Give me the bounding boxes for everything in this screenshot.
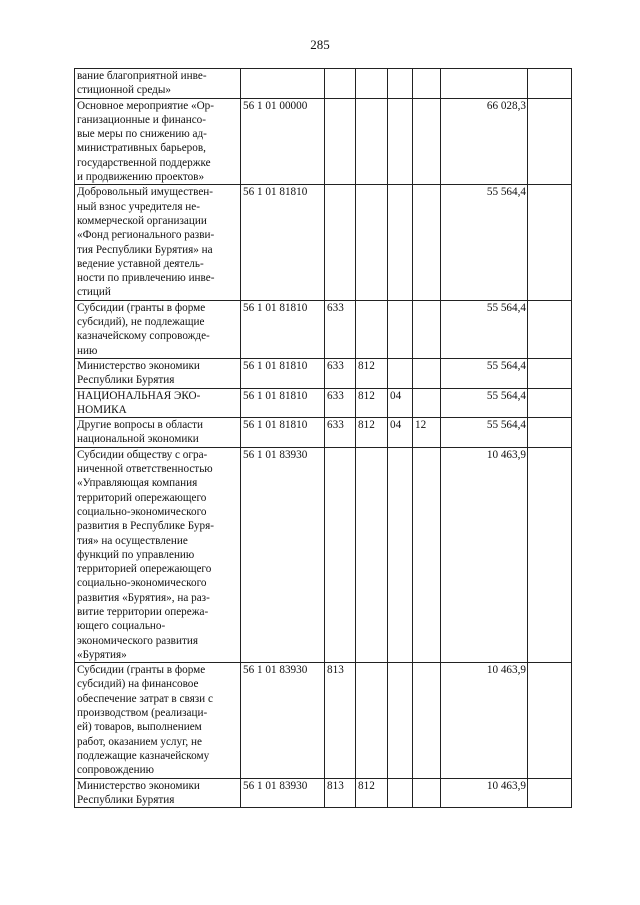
cell-amount	[441, 69, 528, 99]
cell-section	[388, 358, 413, 388]
cell-name: Министерство экономики Республики Бурятия	[75, 358, 241, 388]
cell-section: 04	[388, 388, 413, 418]
cell-extra	[528, 358, 572, 388]
cell-extra	[528, 388, 572, 418]
cell-subsection	[413, 300, 441, 358]
cell-section	[388, 185, 413, 300]
cell-ministry-code	[356, 663, 388, 778]
cell-extra	[528, 447, 572, 662]
cell-section	[388, 300, 413, 358]
cell-ministry-code	[356, 300, 388, 358]
cell-name: Субсидии (гранты в форме субсидий), не подлежащие казначейскому сопровожде- нию	[75, 300, 241, 358]
cell-expense-type: 813	[325, 663, 356, 778]
cell-section	[388, 447, 413, 662]
cell-amount: 10 463,9	[441, 447, 528, 662]
cell-expense-type	[325, 98, 356, 185]
cell-name: Министерство экономики Республики Бурятия	[75, 778, 241, 808]
cell-extra	[528, 300, 572, 358]
table-row	[75, 358, 572, 388]
cell-ministry-code: 812	[356, 358, 388, 388]
cell-expense-type: 633	[325, 358, 356, 388]
page-number: 285	[310, 37, 330, 52]
cell-expense-type	[325, 185, 356, 300]
cell-target-code: 56 1 01 81810	[241, 418, 325, 448]
cell-amount: 55 564,4	[441, 418, 528, 448]
table-row	[75, 98, 572, 185]
cell-name: Основное мероприятие «Ор- ганизационные и финансо- вые меры по снижению ад- министративных барьеров, государственной поддержке и продвижению проектов»	[75, 98, 241, 185]
table-row	[75, 778, 572, 808]
cell-target-code: 56 1 01 81810	[241, 300, 325, 358]
cell-expense-type: 813	[325, 778, 356, 808]
cell-subsection	[413, 778, 441, 808]
cell-target-code: 56 1 01 81810	[241, 388, 325, 418]
cell-expense-type	[325, 447, 356, 662]
cell-extra	[528, 778, 572, 808]
table-row	[75, 69, 572, 99]
cell-section	[388, 663, 413, 778]
cell-subsection	[413, 98, 441, 185]
cell-subsection	[413, 663, 441, 778]
cell-ministry-code	[356, 69, 388, 99]
cell-name: Другие вопросы в области национальной экономики	[75, 418, 241, 448]
cell-target-code: 56 1 01 81810	[241, 358, 325, 388]
cell-amount: 66 028,3	[441, 98, 528, 185]
cell-section	[388, 69, 413, 99]
cell-expense-type: 633	[325, 388, 356, 418]
budget-table-body	[75, 69, 572, 808]
cell-target-code: 56 1 01 81810	[241, 185, 325, 300]
cell-extra	[528, 69, 572, 99]
cell-target-code: 56 1 01 83930	[241, 663, 325, 778]
cell-ministry-code	[356, 185, 388, 300]
cell-amount: 10 463,9	[441, 663, 528, 778]
cell-ministry-code	[356, 98, 388, 185]
budget-table	[74, 68, 572, 808]
cell-ministry-code: 812	[356, 388, 388, 418]
cell-extra	[528, 98, 572, 185]
cell-subsection	[413, 358, 441, 388]
cell-name: Добровольный имуществен- ный взнос учредителя не- коммерческой организации «Фонд регионального разви- тия Республики Бурятия» на ведение уставной деятель- ности по привлечению инве- стиций	[75, 185, 241, 300]
cell-amount: 55 564,4	[441, 300, 528, 358]
cell-target-code	[241, 69, 325, 99]
cell-amount: 55 564,4	[441, 185, 528, 300]
cell-extra	[528, 418, 572, 448]
cell-subsection	[413, 447, 441, 662]
table-row	[75, 447, 572, 662]
table-row	[75, 388, 572, 418]
cell-section: 04	[388, 418, 413, 448]
cell-ministry-code: 812	[356, 778, 388, 808]
cell-name: Субсидии обществу с огра- ниченной ответственностью «Управляющая компания территорий опережающего социально-экономического развития в Республике Буря- тия» на осуществление функций по управлению территорией опережающего социально-экономического развития «Бурятия», на раз- витие территории опережа- ющего социально- экономического развития «Бурятия»	[75, 447, 241, 662]
cell-expense-type: 633	[325, 300, 356, 358]
cell-amount: 55 564,4	[441, 388, 528, 418]
cell-expense-type	[325, 69, 356, 99]
cell-subsection	[413, 388, 441, 418]
cell-name: НАЦИОНАЛЬНАЯ ЭКО- НОМИКА	[75, 388, 241, 418]
cell-target-code: 56 1 01 83930	[241, 447, 325, 662]
cell-target-code: 56 1 01 00000	[241, 98, 325, 185]
table-row	[75, 418, 572, 448]
cell-name: вание благоприятной инве- стиционной среды»	[75, 69, 241, 99]
cell-extra	[528, 663, 572, 778]
cell-section	[388, 778, 413, 808]
cell-section	[388, 98, 413, 185]
cell-extra	[528, 185, 572, 300]
table-row	[75, 663, 572, 778]
table-row	[75, 185, 572, 300]
table-row	[75, 300, 572, 358]
cell-amount: 55 564,4	[441, 358, 528, 388]
cell-subsection	[413, 69, 441, 99]
cell-ministry-code: 812	[356, 418, 388, 448]
cell-subsection	[413, 185, 441, 300]
cell-amount: 10 463,9	[441, 778, 528, 808]
cell-ministry-code	[356, 447, 388, 662]
cell-target-code: 56 1 01 83930	[241, 778, 325, 808]
cell-subsection: 12	[413, 418, 441, 448]
cell-expense-type: 633	[325, 418, 356, 448]
cell-name: Субсидии (гранты в форме субсидий) на финансовое обеспечение затрат в связи с производством (реализаци- ей) товаров, выполнением работ, оказанием услуг, не подлежащие казначейскому сопровождению	[75, 663, 241, 778]
